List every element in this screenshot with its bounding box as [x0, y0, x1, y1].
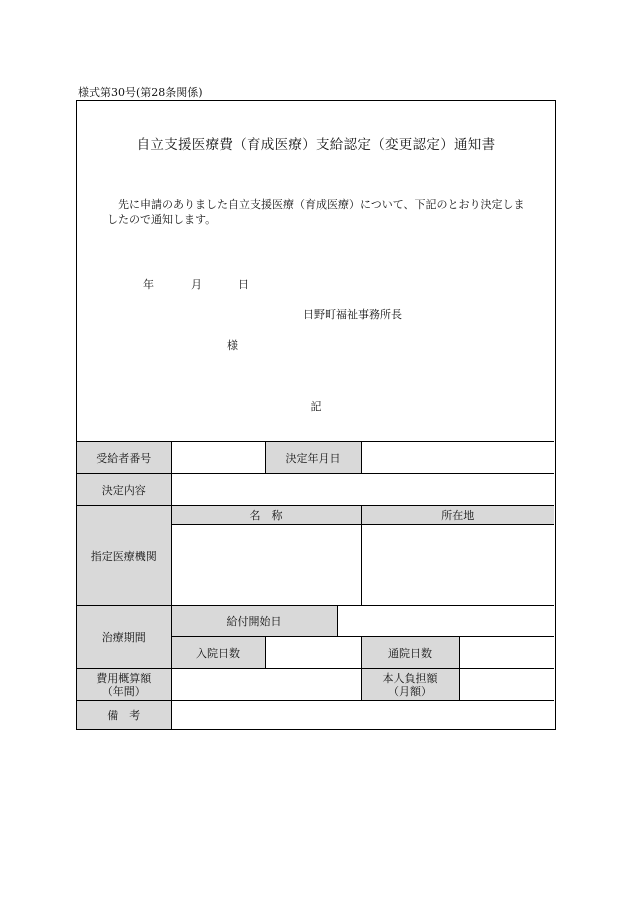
decision-date-label: 決定年月日 — [265, 442, 361, 474]
notice-body-text: 先に申請のありました自立支援医療（育成医療）について、下記のとおり決定しましたので通知します。 — [107, 198, 525, 226]
date-month-label: 月 — [191, 278, 202, 291]
institution-location-field[interactable] — [361, 525, 554, 606]
treatment-period-label: 治療期間 — [77, 606, 171, 669]
ki-heading: 記 — [310, 400, 322, 413]
details-table — [77, 441, 554, 729]
date-day-label: 日 — [238, 278, 249, 291]
cost-estimate-field[interactable] — [171, 669, 361, 701]
inpatient-days-field[interactable] — [265, 637, 361, 669]
addressee-suffix: 様 — [227, 339, 238, 352]
date-year-label: 年 — [143, 278, 154, 291]
institution-location-header: 所在地 — [361, 506, 554, 525]
remarks-label: 備 考 — [77, 701, 171, 729]
issuer-name: 日野町福祉事務所長 — [303, 308, 402, 321]
designated-institution-label: 指定医療機関 — [77, 506, 171, 606]
outpatient-days-field[interactable] — [459, 637, 554, 669]
self-burden-label — [361, 669, 459, 701]
remarks-field[interactable] — [171, 701, 554, 729]
start-date-label: 給付開始日 — [171, 606, 337, 637]
self-burden-field[interactable] — [459, 669, 554, 701]
cost-estimate-label-line1: 費用概算額 — [96, 671, 152, 685]
document-title: 自立支援医療費（育成医療）支給認定（変更認定）通知書 — [136, 137, 496, 153]
cost-estimate-label-line2: （年間） — [101, 684, 146, 698]
inpatient-days-label: 入院日数 — [171, 637, 265, 669]
self-burden-label-line2: （月額） — [388, 684, 432, 698]
cost-estimate-label — [77, 669, 171, 701]
decision-content-field[interactable] — [171, 474, 554, 506]
recipient-number-label: 受給者番号 — [77, 442, 171, 474]
notice-form — [76, 100, 556, 730]
institution-name-header: 名 称 — [171, 506, 361, 525]
decision-date-field[interactable] — [361, 442, 554, 474]
form-number-label: 様式第30号(第28条関係) — [78, 86, 203, 99]
start-date-field[interactable] — [337, 606, 554, 637]
institution-name-field[interactable] — [171, 525, 361, 606]
decision-content-label: 決定内容 — [77, 474, 171, 506]
self-burden-label-line1: 本人負担額 — [382, 671, 438, 685]
recipient-number-field[interactable] — [171, 442, 265, 474]
outpatient-days-label: 通院日数 — [361, 637, 459, 669]
